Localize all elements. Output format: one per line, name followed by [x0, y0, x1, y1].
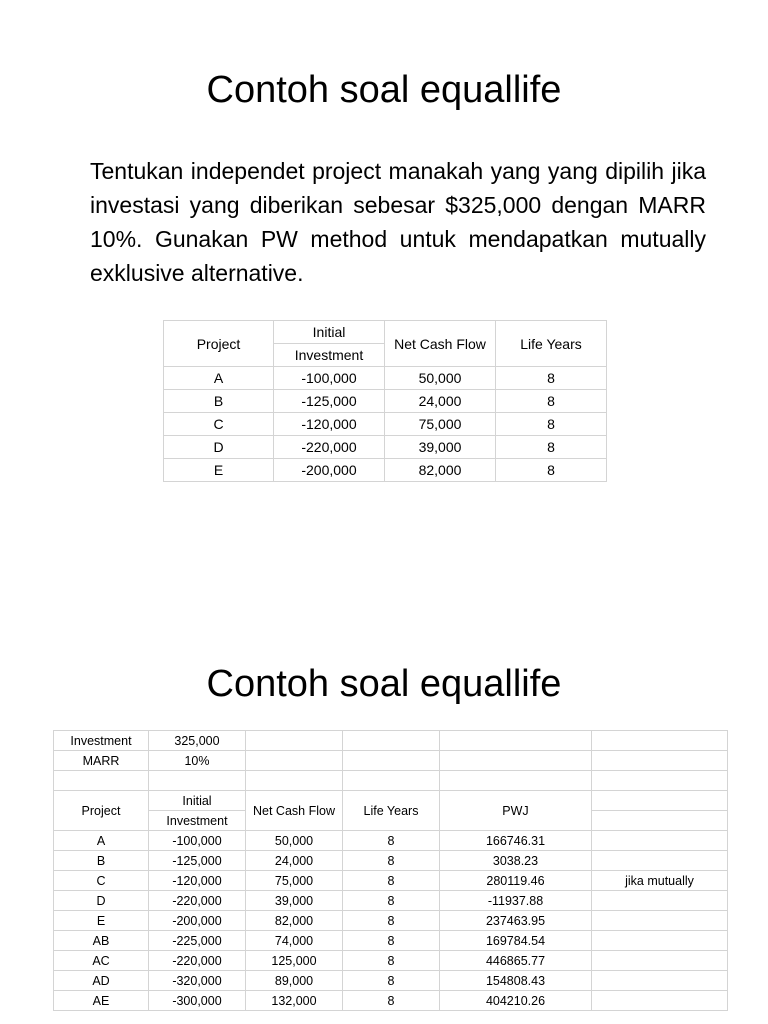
cell-life-years: 8	[496, 367, 607, 390]
cell-life-years: 8	[343, 851, 440, 871]
header-net-cash-flow: Net Cash Flow	[385, 321, 496, 367]
header-initial: Initial	[149, 791, 246, 811]
cell-project: A	[54, 831, 149, 851]
cell-life-years: 8	[343, 831, 440, 851]
cell-note	[592, 911, 728, 931]
table-row	[54, 891, 728, 911]
investment-value: 325,000	[149, 731, 246, 751]
cell-life-years: 8	[343, 871, 440, 891]
cell-net-cash-flow: 24,000	[246, 851, 343, 871]
table-row	[54, 991, 728, 1011]
project-table	[163, 320, 607, 482]
cell-project: AE	[54, 991, 149, 1011]
cell-project: B	[164, 390, 274, 413]
cell-life-years: 8	[496, 436, 607, 459]
cell-project: AD	[54, 971, 149, 991]
cell-project: D	[54, 891, 149, 911]
slide-2	[0, 620, 768, 1024]
cell-note	[592, 851, 728, 871]
table-header-row	[164, 321, 607, 344]
marr-label: MARR	[54, 751, 149, 771]
cell-initial-investment: -200,000	[274, 459, 385, 482]
cell-initial-investment: -125,000	[149, 851, 246, 871]
table-row	[54, 931, 728, 951]
cell-life-years: 8	[343, 951, 440, 971]
cell-note	[592, 931, 728, 951]
table-row	[54, 871, 728, 891]
cell-initial-investment: -220,000	[149, 891, 246, 911]
slide-1-title: Contoh soal equallife	[206, 69, 562, 111]
cell-initial-investment: -100,000	[149, 831, 246, 851]
cell-initial-investment: -100,000	[274, 367, 385, 390]
cell-initial-investment: -200,000	[149, 911, 246, 931]
header-life-years: Life Years	[496, 321, 607, 367]
table-row	[164, 390, 607, 413]
table-row	[54, 971, 728, 991]
slide-2-title: Contoh soal equallife	[206, 663, 562, 705]
table-header-row	[54, 791, 728, 811]
cell-initial-investment: -320,000	[149, 971, 246, 991]
table-row	[54, 911, 728, 931]
cell-initial-investment: -225,000	[149, 931, 246, 951]
cell-net-cash-flow: 75,000	[246, 871, 343, 891]
cell-project: C	[54, 871, 149, 891]
cell-net-cash-flow: 74,000	[246, 931, 343, 951]
marr-value: 10%	[149, 751, 246, 771]
table-row	[54, 771, 728, 791]
cell-life-years: 8	[496, 413, 607, 436]
cell-pwj: 154808.43	[440, 971, 592, 991]
header-net-cash-flow: Net Cash Flow	[246, 791, 343, 831]
cell-net-cash-flow: 132,000	[246, 991, 343, 1011]
cell-pwj: 166746.31	[440, 831, 592, 851]
cell-initial-investment: -120,000	[149, 871, 246, 891]
table-row	[164, 436, 607, 459]
cell-pwj: 280119.46	[440, 871, 592, 891]
cell-note: jika mutually	[592, 871, 728, 891]
cell-pwj: 446865.77	[440, 951, 592, 971]
table-row	[164, 367, 607, 390]
cell-project: A	[164, 367, 274, 390]
cell-project: B	[54, 851, 149, 871]
investment-label: Investment	[54, 731, 149, 751]
cell-life-years: 8	[343, 891, 440, 911]
cell-initial-investment: -125,000	[274, 390, 385, 413]
cell-life-years: 8	[496, 390, 607, 413]
header-project: Project	[54, 791, 149, 831]
cell-net-cash-flow: 89,000	[246, 971, 343, 991]
cell-life-years: 8	[343, 931, 440, 951]
table-row	[164, 413, 607, 436]
cell-pwj: 237463.95	[440, 911, 592, 931]
cell-note	[592, 831, 728, 851]
cell-initial-investment: -300,000	[149, 991, 246, 1011]
header-initial: Initial	[274, 321, 385, 344]
cell-net-cash-flow: 39,000	[385, 436, 496, 459]
table-row	[54, 851, 728, 871]
cell-net-cash-flow: 82,000	[385, 459, 496, 482]
cell-net-cash-flow: 50,000	[385, 367, 496, 390]
header-project: Project	[164, 321, 274, 367]
cell-life-years: 8	[343, 971, 440, 991]
cell-note	[592, 971, 728, 991]
cell-initial-investment: -220,000	[274, 436, 385, 459]
cell-note	[592, 991, 728, 1011]
table-row	[54, 951, 728, 971]
cell-life-years: 8	[496, 459, 607, 482]
cell-net-cash-flow: 75,000	[385, 413, 496, 436]
header-pwj: PWJ	[440, 791, 592, 831]
cell-note	[592, 891, 728, 911]
table-row	[164, 459, 607, 482]
cell-net-cash-flow: 39,000	[246, 891, 343, 911]
table-row	[54, 831, 728, 851]
cell-note	[592, 951, 728, 971]
header-investment: Investment	[149, 811, 246, 831]
cell-project: C	[164, 413, 274, 436]
cell-pwj: 169784.54	[440, 931, 592, 951]
cell-project: E	[54, 911, 149, 931]
cell-project: E	[164, 459, 274, 482]
cell-life-years: 8	[343, 911, 440, 931]
cell-net-cash-flow: 125,000	[246, 951, 343, 971]
header-life-years: Life Years	[343, 791, 440, 831]
cell-initial-investment: -220,000	[149, 951, 246, 971]
cell-project: D	[164, 436, 274, 459]
cell-net-cash-flow: 50,000	[246, 831, 343, 851]
cell-net-cash-flow: 82,000	[246, 911, 343, 931]
pw-calculation-table	[53, 730, 728, 1011]
cell-pwj: 3038.23	[440, 851, 592, 871]
cell-net-cash-flow: 24,000	[385, 390, 496, 413]
cell-pwj: -11937.88	[440, 891, 592, 911]
cell-pwj: 404210.26	[440, 991, 592, 1011]
cell-project: AC	[54, 951, 149, 971]
cell-project: AB	[54, 931, 149, 951]
header-investment: Investment	[274, 344, 385, 367]
table-row	[54, 751, 728, 771]
cell-initial-investment: -120,000	[274, 413, 385, 436]
problem-statement: Tentukan independet project manakah yang yang dipilih jika investasi yang diberikan sebesar $325,000 dengan MARR 10%. Gunakan PW method untuk mendapatkan mutually exklusive alternative.	[90, 158, 706, 286]
cell-life-years: 8	[343, 991, 440, 1011]
table-row	[54, 731, 728, 751]
